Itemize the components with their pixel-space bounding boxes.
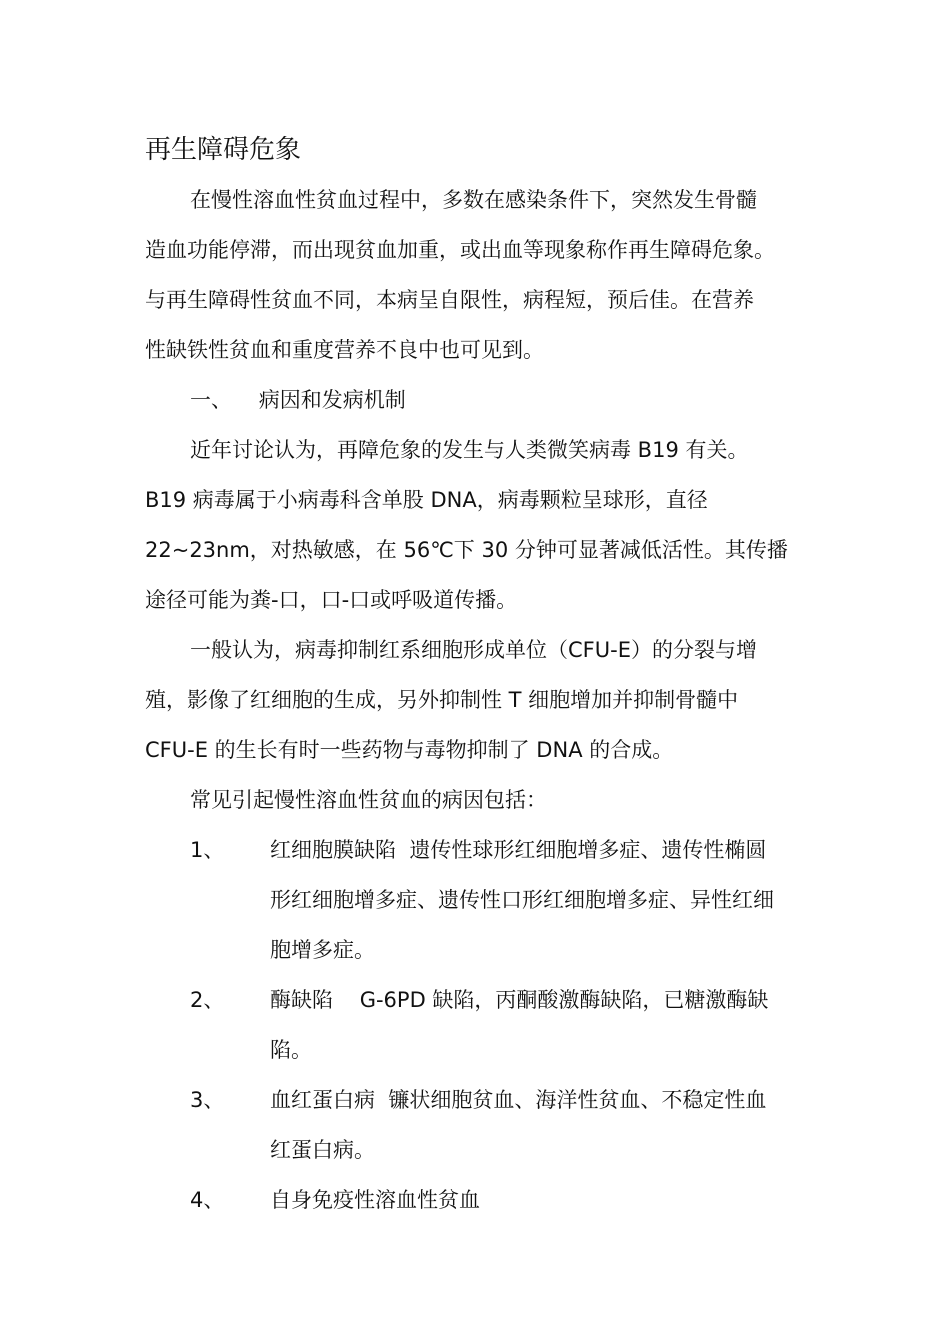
list-item-line: 红蛋白病。	[270, 1138, 375, 1162]
list-item-line: 形红细胞增多症、遗传性口形红细胞增多症、异性红细	[270, 888, 774, 912]
paragraph-line: 途径可能为粪-口，口-口或呼吸道传播。	[145, 588, 518, 612]
paragraph-line: CFU-E 的生长有时一些药物与毒物抑制了 DNA 的合成。	[145, 738, 674, 762]
list-intro: 常见引起慢性溶血性贫血的病因包括：	[190, 788, 547, 812]
list-item-number: 3、	[190, 1088, 225, 1112]
section-heading: 一、 病因和发病机制	[190, 388, 406, 412]
list-item-line: 自身免疫性溶血性贫血	[270, 1188, 480, 1212]
document-title: 再生障碍危象	[145, 135, 302, 165]
paragraph-line: 殖，影像了红细胞的生成，另外抑制性 T 细胞增加并抑制骨髓中	[145, 688, 739, 712]
list-item-line: 红细胞膜缺陷 遗传性球形红细胞增多症、遗传性椭圆	[270, 838, 767, 862]
list-item-number: 1、	[190, 838, 225, 862]
list-item-line: 胞增多症。	[270, 938, 375, 962]
paragraph-line: B19 病毒属于小病毒科含单股 DNA，病毒颗粒呈球形，直径	[145, 488, 708, 512]
paragraph-line: 在慢性溶血性贫血过程中，多数在感染条件下，突然发生骨髓	[190, 188, 757, 212]
list-item-line: 陷。	[270, 1038, 312, 1062]
list-item-number: 4、	[190, 1188, 225, 1212]
paragraph-line: 性缺铁性贫血和重度营养不良中也可见到。	[145, 338, 544, 362]
paragraph-line: 一般认为，病毒抑制红系细胞形成单位（CFU-E）的分裂与增	[190, 638, 757, 662]
paragraph-line: 与再生障碍性贫血不同，本病呈自限性，病程短，预后佳。在营养	[145, 288, 754, 312]
paragraph-line: 近年讨论认为，再障危象的发生与人类微笑病毒 B19 有关。	[190, 438, 749, 462]
paragraph-line: 造血功能停滞，而出现贫血加重，或出血等现象称作再生障碍危象。	[145, 238, 775, 262]
list-item-line: 血红蛋白病 镰状细胞贫血、海洋性贫血、不稳定性血	[270, 1088, 767, 1112]
paragraph-line: 22~23nm，对热敏感，在 56℃下 30 分钟可显著减低活性。其传播	[145, 538, 788, 562]
list-item-number: 2、	[190, 988, 225, 1012]
list-item-line: 酶缺陷 G-6PD 缺陷，丙酮酸激酶缺陷，已糖激酶缺	[270, 988, 769, 1012]
